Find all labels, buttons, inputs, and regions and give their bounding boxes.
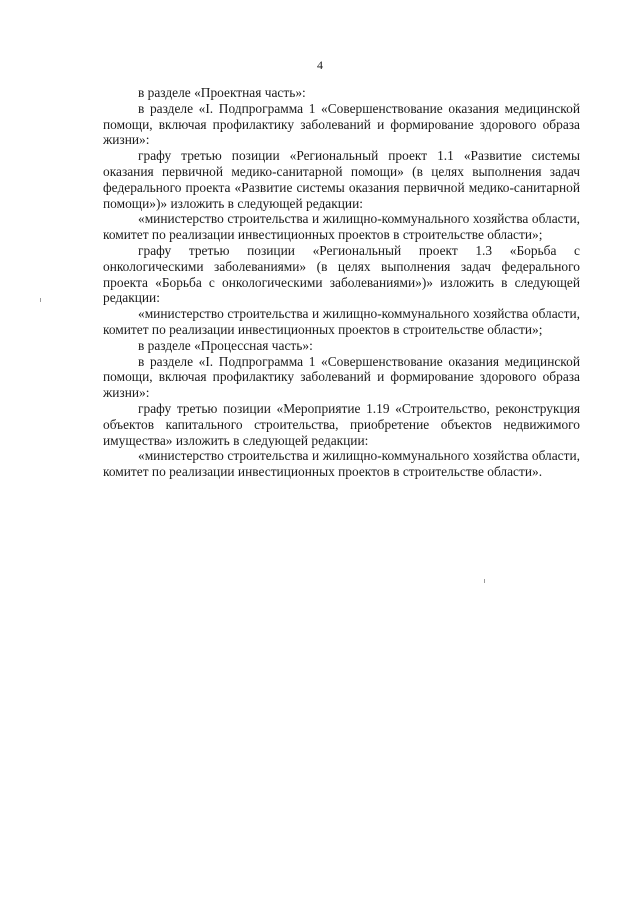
paragraph-regional-project-1-3: графу третью позиции «Региональный проект 1.3 «Борьба с онкологическими заболеваниями» (в целях выполнения задач федерального проекта «Борьба с онкологическими заболеваниями»)» изложить в следующей редакции: [103,242,580,306]
paragraph-subprogram-1-process: в разделе «I. Подпрограмма 1 «Совершенствование оказания медицинской помощи, включая профилактику заболеваний и формирование здорового образа жизни»: [103,353,580,401]
scan-speck-left [40,298,41,302]
paragraph-new-wording-2: «министерство строительства и жилищно-коммунального хозяйства области, комитет по реализации инвестиционных проектов в строительстве области»; [103,306,580,337]
paragraph-project-section: в разделе «Проектная часть»: [138,85,306,100]
paragraph-new-wording-3: «министерство строительства и жилищно-коммунального хозяйства области, комитет по реализации инвестиционных проектов в строительстве области». [103,448,580,480]
page-number: 4 [317,58,323,72]
paragraph-measure-1-19: графу третью позиции «Мероприятие 1.19 «Строительство, реконструкция объектов капитального строительства, приобретение объектов недвижимого имущества» изложить в следующей редакции: [103,400,580,448]
paragraph-regional-project-1-1: графу третью позиции «Региональный проект 1.1 «Развитие системы оказания первичной медико-санитарной помощи» (в целях выполнения задач федерального проекта «Развитие системы оказания первичной медико-санитарной помощи»)» изложить в следующей редакции: [103,148,580,211]
scan-speck-right [484,579,485,583]
paragraph-subprogram-1-project: в разделе «I. Подпрограмма 1 «Совершенствование оказания медицинской помощи, включая профилактику заболеваний и формирование здорового образа жизни»: [103,100,580,148]
document-body [103,85,580,480]
paragraph-new-wording-1: «министерство строительства и жилищно-коммунального хозяйства области, комитет по реализации инвестиционных проектов в строительстве области»; [103,211,580,243]
paragraph-process-section: в разделе «Процессная часть»: [138,337,313,353]
